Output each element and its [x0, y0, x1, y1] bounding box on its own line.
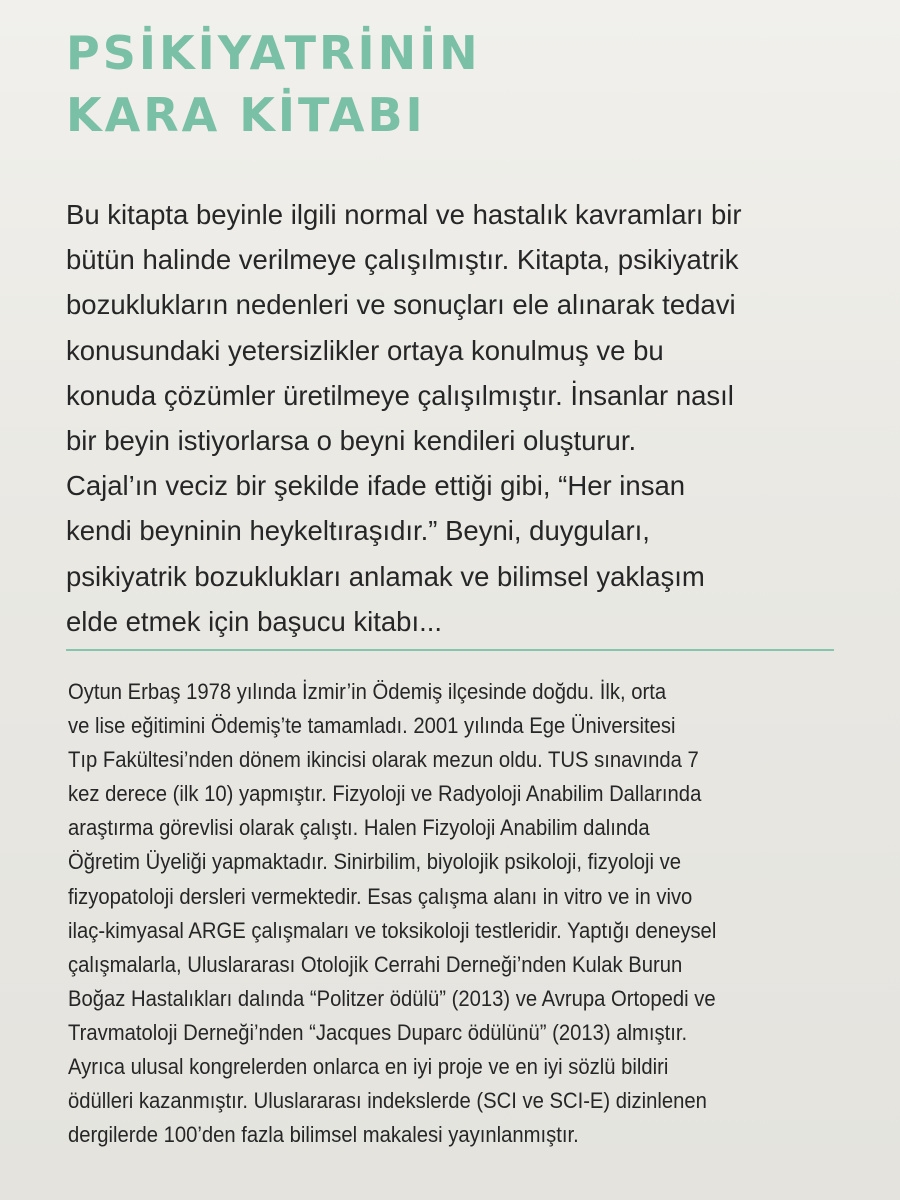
blurb-line: psikiyatrik bozuklukları anlamak ve bilimsel yaklaşım [66, 560, 705, 592]
bio-line: fizyopatoloji dersleri vermektedir. Esas çalışma alanı in vitro ve in vivo [68, 883, 693, 909]
bio-line: araştırma görevlisi olarak çalıştı. Halen Fizyoloji Anabilim dalında [68, 815, 650, 841]
bio-line: çalışmalarla, Uluslararası Otolojik Cerrahi Derneği’nden Kulak Burun [68, 951, 683, 977]
blurb-line: bozuklukların nedenleri ve sonuçları ele alınarak tedavi [66, 289, 736, 321]
book-title [66, 22, 481, 146]
bio-line: Tıp Fakültesi’nden dönem ikincisi olarak mezun oldu. TUS sınavında 7 [68, 747, 699, 773]
blurb-line: konusundaki yetersizlikler ortaya konulmuş ve bu [66, 334, 664, 366]
bio-line: Oytun Erbaş 1978 yılında İzmir’in Ödemiş ilçesinde doğdu. İlk, orta [68, 679, 667, 704]
blurb-line: Cajal’ın veciz bir şekilde ifade ettiği gibi, “Her insan [66, 470, 686, 502]
bio-line: ödülleri kazanmıştır. Uluslararası indekslerde (SCI ve SCI-E) dizinlenen [68, 1088, 707, 1114]
bio-line: Ayrıca ulusal kongrelerden onlarca en iyi proje ve en iyi sözlü bildiri [68, 1054, 669, 1080]
bio-line: Travmatoloji Derneği’nden “Jacques Duparc ödülünü” (2013) almıştır. [68, 1019, 688, 1045]
author-biography [68, 675, 795, 1152]
section-divider [66, 649, 834, 651]
bio-line: Boğaz Hastalıkları dalında “Politzer ödülü” (2013) ve Avrupa Ortopedi ve [68, 985, 716, 1011]
book-title-line-1: PSİKİYATRİNİN [66, 26, 481, 80]
blurb-line: konuda çözümler üretilmeye çalışılmıştır. İnsanlar nasıl [66, 379, 734, 411]
blurb-line: bir beyin istiyorlarsa o beyni kendileri oluşturur. [66, 425, 637, 457]
bio-line: ilaç-kimyasal ARGE çalışmaları ve toksikoloji testleridir. Yaptığı deneysel [68, 917, 717, 943]
blurb-line: kendi beyninin heykeltıraşıdır.” Beyni, duyguları, [66, 515, 650, 547]
book-title-line-2: KARA KİTABI [66, 88, 426, 142]
blurb-line: Bu kitapta beyinle ilgili normal ve hastalık kavramları bir [66, 199, 742, 230]
blurb-line: bütün halinde verilmeye çalışılmıştır. Kitapta, psikiyatrik [66, 244, 739, 276]
bio-line: Öğretim Üyeliği yapmaktadır. Sinirbilim, biyolojik psikoloji, fizyoloji ve [68, 849, 682, 875]
bio-line: kez derece (ilk 10) yapmıştır. Fizyoloji ve Radyoloji Anabilim Dallarında [68, 781, 702, 807]
book-blurb [66, 192, 856, 644]
blurb-line: elde etmek için başucu kitabı... [66, 605, 443, 637]
bio-line: dergilerde 100’den fazla bilimsel makalesi yayınlanmıştır. [68, 1122, 579, 1148]
bio-line: ve lise eğitimini Ödemiş’te tamamladı. 2001 yılında Ege Üniversitesi [68, 713, 676, 739]
